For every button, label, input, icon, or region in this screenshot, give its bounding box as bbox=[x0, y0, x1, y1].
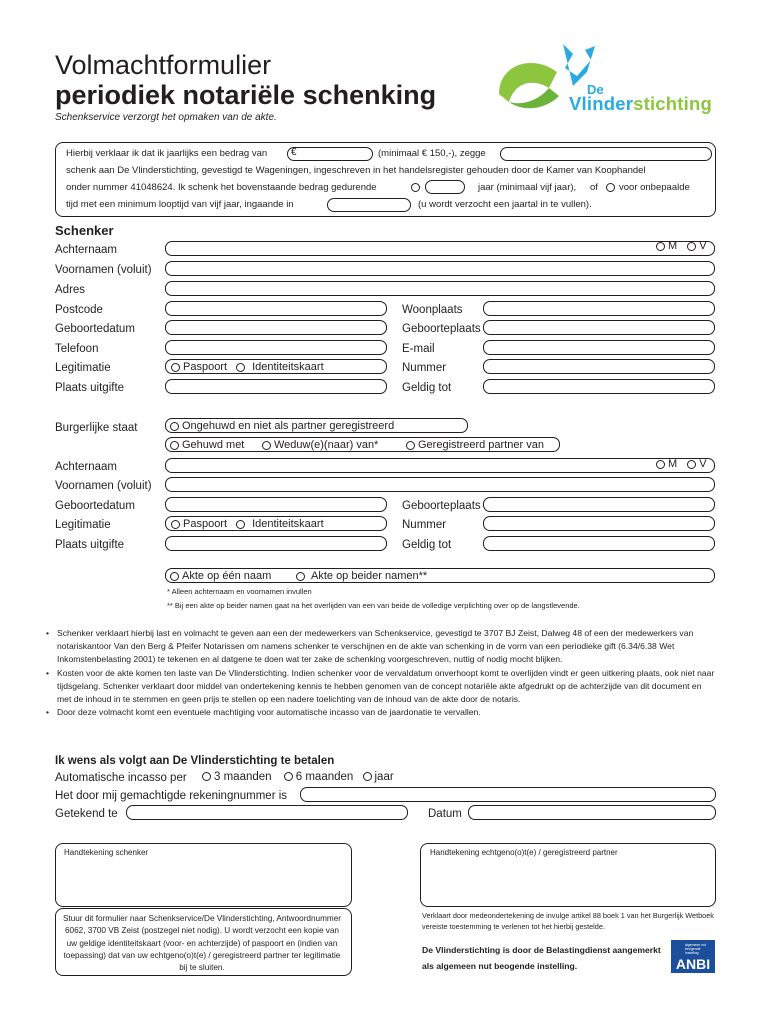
schenker-woonplaats-label: Woonplaats bbox=[402, 304, 463, 316]
partner-v-radio[interactable] bbox=[687, 460, 696, 469]
intro-text-3: schenk aan De Vlinderstichting, gevestigd te Wageningen, ingeschreven in het handelsregister gehouden door de Kamer van Koophandel bbox=[66, 165, 646, 176]
schenker-nummer-label: Nummer bbox=[402, 362, 447, 374]
anbi-logo bbox=[671, 940, 715, 973]
logo-name bbox=[569, 93, 712, 115]
getekend-label: Getekend te bbox=[55, 808, 118, 820]
schenker-m-radio[interactable] bbox=[656, 242, 665, 251]
partner-nummer-input[interactable] bbox=[483, 516, 715, 531]
incasso-3m-radio[interactable] bbox=[202, 772, 211, 781]
anbi-text: De Vlinderstichting is door de Belastingdienst aangemerkt als algemeen nut beogende instelling. bbox=[422, 945, 661, 971]
amount-input[interactable] bbox=[287, 147, 373, 161]
schenker-geboorteplaats-input[interactable] bbox=[483, 320, 715, 335]
incasso-3m-label: 3 maanden bbox=[214, 771, 272, 783]
partner-paspoort-label: Paspoort bbox=[183, 518, 228, 530]
gehuwd-radio[interactable] bbox=[170, 441, 179, 450]
rekening-input[interactable] bbox=[300, 787, 716, 802]
akte-note-2: ** Bij een akte op beider namen gaat na het overlijden van een van beide de volledige verplichting over op de langstlevende. bbox=[167, 601, 580, 610]
weduw-label: Weduw(e)(naar) van* bbox=[274, 439, 379, 451]
partner-geboorteplaats-input[interactable] bbox=[483, 497, 715, 512]
schenker-uitgifte-input[interactable] bbox=[165, 379, 387, 394]
burgerlijke-opt3 bbox=[262, 439, 378, 451]
partner-uitgifte-input[interactable] bbox=[165, 536, 387, 551]
schenker-achternaam-input[interactable] bbox=[165, 241, 715, 256]
vlinderstichting-logo bbox=[493, 38, 718, 118]
burgerlijke-opt4 bbox=[406, 439, 544, 451]
schenker-geboortedatum-input[interactable] bbox=[165, 320, 387, 335]
schenker-paspoort-radio[interactable] bbox=[171, 363, 180, 372]
schenker-geboortedatum-label: Geboortedatum bbox=[55, 323, 135, 335]
schenker-telefoon-label: Telefoon bbox=[55, 343, 99, 355]
datum-label: Datum bbox=[428, 808, 462, 820]
schenker-legitimatie-label: Legitimatie bbox=[55, 362, 111, 374]
burgerlijke-label: Burgerlijke staat bbox=[55, 422, 138, 434]
verklaart-text: Verklaart door medeondertekening de invulge artikel 88 boek 1 van het Burgerlijk Wetboek vereiste toestemming te verlenen tot het hierbij gestelde. bbox=[422, 911, 714, 931]
term-2: • Kosten voor de akte komen ten laste van De Vlinderstichting. Indien schenker voor de vervaldatum onverhoopt komt te overlijden vindt er geen uitkering plaats, ook niet naar tijdsgelang. Schenker verklaart door middel van ondertekening kennis te hebben genomen van de concept notariële akte afgedrukt op de achterzijde van dit document en met de inhoud in te stemmen en geen prijs te stellen op een nadere toelichting van de inhoud van de akte door de notaris. bbox=[46, 667, 716, 707]
terms-list bbox=[46, 627, 716, 719]
term-1: • Schenker verklaart hierbij last en volmacht te geven aan een der medewerkers van Schenkservice, gevestigd te 3707 BJ Zeist, Dalweg 48 of een der medewerkers van notariskantoor Van den Berg & Pfeifer Notarissen om namens schenker te verschijnen en de akte van schenking in de vorm van een periodieke gift (6.34/6.38 Wet Inkomstenbelasting 2001) te tekenen en al datgene te doen wat ter zake de schenking voorgeschreven, nuttig of nodig mocht blijken. bbox=[46, 627, 716, 667]
intro-text-4: onder nummer 41048624. Ik schenk het bovenstaande bedrag gedurende bbox=[66, 182, 377, 193]
akte-opt2 bbox=[296, 570, 427, 582]
incasso-options bbox=[202, 771, 394, 783]
years-input[interactable] bbox=[425, 180, 465, 194]
signature-schenker-label: Handtekening schenker bbox=[64, 848, 149, 857]
partner-gender bbox=[656, 458, 707, 470]
partner-legitimatie-options bbox=[171, 518, 324, 530]
akte-opt1 bbox=[170, 570, 271, 582]
partner-id-label: Identiteitskaart bbox=[252, 518, 324, 530]
term-3: • Door deze volmacht komt een eventuele machtiging voor automatische incasso van de jaardonatie te vervallen. bbox=[46, 706, 716, 719]
title-line-1: Volmachtformulier bbox=[55, 50, 272, 80]
schenker-geldig-input[interactable] bbox=[483, 379, 715, 394]
partner-legitimatie-label: Legitimatie bbox=[55, 519, 111, 531]
anbi-label: ANBI bbox=[675, 956, 711, 972]
burgerlijke-opt2 bbox=[170, 439, 244, 451]
schenker-adres-label: Adres bbox=[55, 284, 86, 296]
amount-words-input[interactable] bbox=[500, 147, 712, 161]
indefinite-radio[interactable] bbox=[606, 183, 615, 192]
intro-text-2: (minimaal € 150,-), zegge bbox=[378, 148, 486, 159]
logo-de: De bbox=[587, 82, 604, 97]
ongehuwd-radio[interactable] bbox=[170, 422, 179, 431]
schenker-id-radio[interactable] bbox=[236, 363, 245, 372]
schenker-email-input[interactable] bbox=[483, 340, 715, 355]
akte-beider-namen-label: Akte op beider namen** bbox=[311, 570, 428, 582]
signature-partner-label: Handtekening echtgeno(o)t(e) / geregistreerd partner bbox=[430, 848, 618, 857]
schenker-uitgifte-label: Plaats uitgifte bbox=[55, 382, 125, 394]
akte-note-1: * Alleen achternaam en voornamen invullen bbox=[167, 587, 312, 596]
intro-text-8: (u wordt verzocht een jaartal in te vullen). bbox=[418, 199, 592, 210]
send-instructions: Stuur dit formulier naar Schenkservice/De Vlinderstichting, Antwoordnummer 6062, 3700 VB Zeist (postzegel niet nodig). U wordt verzocht een kopie van uw geldige identiteitskaart (voor- en achterzijde) of paspoort en (indien van toepassing) dat van uw echtgeno(o)t(e) / geregistreerd partner ter legitimatie bij te sluiten. bbox=[62, 914, 342, 973]
subtitle: Schenkservice verzorgt het opmaken van de akte. bbox=[55, 112, 277, 123]
weduw-radio[interactable] bbox=[262, 441, 271, 450]
schenker-telefoon-input[interactable] bbox=[165, 340, 387, 355]
partner-geboorteplaats-label: Geboorteplaats bbox=[402, 500, 481, 512]
geregistreerd-radio[interactable] bbox=[406, 441, 415, 450]
incasso-jaar-radio[interactable] bbox=[363, 772, 372, 781]
partner-geboortedatum-input[interactable] bbox=[165, 497, 387, 512]
schenker-heading: Schenker bbox=[55, 223, 114, 238]
schenker-postcode-label: Postcode bbox=[55, 304, 103, 316]
schenker-woonplaats-input[interactable] bbox=[483, 301, 715, 316]
schenker-m-label: M bbox=[668, 240, 678, 252]
geregistreerd-label: Geregistreerd partner van bbox=[418, 439, 544, 451]
partner-achternaam-label: Achternaam bbox=[55, 461, 118, 473]
incasso-6m-label: 6 maanden bbox=[295, 771, 354, 783]
schenker-geboorteplaats-label: Geboorteplaats bbox=[402, 323, 481, 335]
schenker-adres-input[interactable] bbox=[165, 281, 715, 296]
schenker-gender bbox=[656, 240, 707, 252]
euro-sign: € bbox=[291, 147, 297, 158]
partner-nummer-label: Nummer bbox=[402, 519, 447, 531]
partner-m-label: M bbox=[668, 458, 678, 470]
schenker-v-radio[interactable] bbox=[687, 242, 696, 251]
schenker-voornamen-label: Voornamen (voluit) bbox=[55, 264, 152, 276]
ongehuwd-label: Ongehuwd en niet als partner geregistreerd bbox=[182, 420, 395, 432]
gehuwd-label: Gehuwd met bbox=[182, 439, 245, 451]
schenker-paspoort-label: Paspoort bbox=[183, 361, 228, 373]
getekend-input[interactable] bbox=[126, 805, 408, 820]
intro-text-5: jaar (minimaal vijf jaar), bbox=[478, 182, 577, 193]
datum-input[interactable] bbox=[468, 805, 716, 820]
akte-beider-namen-radio[interactable] bbox=[296, 572, 305, 581]
partner-id-radio[interactable] bbox=[236, 520, 245, 529]
partner-uitgifte-label: Plaats uitgifte bbox=[55, 539, 125, 551]
rekening-label: Het door mij gemachtigde rekeningnummer is bbox=[55, 790, 288, 802]
schenker-nummer-input[interactable] bbox=[483, 359, 715, 374]
partner-voornamen-input[interactable] bbox=[165, 477, 715, 492]
schenker-geldig-label: Geldig tot bbox=[402, 382, 452, 394]
partner-geboortedatum-label: Geboortedatum bbox=[55, 500, 135, 512]
logo-name-part2: stichting bbox=[633, 93, 712, 114]
incasso-6m-radio[interactable] bbox=[284, 772, 293, 781]
partner-paspoort-radio[interactable] bbox=[171, 520, 180, 529]
schenker-voornamen-input[interactable] bbox=[165, 261, 715, 276]
schenker-email-label: E-mail bbox=[402, 343, 435, 355]
page-title bbox=[55, 50, 436, 123]
start-year-input[interactable] bbox=[327, 198, 411, 212]
burgerlijke-opt1 bbox=[170, 420, 394, 432]
betaling-heading: Ik wens als volgt aan De Vlinderstichting te betalen bbox=[55, 755, 335, 767]
partner-v-label: V bbox=[699, 458, 707, 470]
partner-achternaam-input[interactable] bbox=[165, 458, 715, 473]
intro-text-1: Hierbij verklaar ik dat ik jaarlijks een bedrag van bbox=[66, 148, 268, 159]
schenker-v-label: V bbox=[699, 240, 707, 252]
intro-text-7: tijd met een minimum looptijd van vijf jaar, ingaande in bbox=[66, 199, 294, 210]
duration-radio[interactable] bbox=[411, 183, 420, 192]
partner-voornamen-label: Voornamen (voluit) bbox=[55, 480, 152, 492]
schenker-postcode-input[interactable] bbox=[165, 301, 387, 316]
partner-m-radio[interactable] bbox=[656, 460, 665, 469]
schenker-legitimatie-options bbox=[171, 361, 324, 373]
akte-een-naam-radio[interactable] bbox=[170, 572, 179, 581]
intro-of: of bbox=[590, 182, 598, 193]
incasso-jaar-label: jaar bbox=[374, 771, 394, 783]
akte-een-naam-label: Akte op één naam bbox=[182, 570, 272, 582]
incasso-label: Automatische incasso per bbox=[55, 772, 187, 784]
partner-geldig-input[interactable] bbox=[483, 536, 715, 551]
title-line-2: periodiek notariële schenking bbox=[55, 80, 437, 110]
logo-name-part1: Vlinder bbox=[569, 93, 634, 114]
partner-geldig-label: Geldig tot bbox=[402, 539, 452, 551]
anbi-small: algemeen nut beogende instelling bbox=[685, 943, 707, 955]
schenker-achternaam-label: Achternaam bbox=[55, 244, 118, 256]
schenker-id-label: Identiteitskaart bbox=[252, 361, 324, 373]
intro-text-6: voor onbepaalde bbox=[619, 182, 690, 193]
